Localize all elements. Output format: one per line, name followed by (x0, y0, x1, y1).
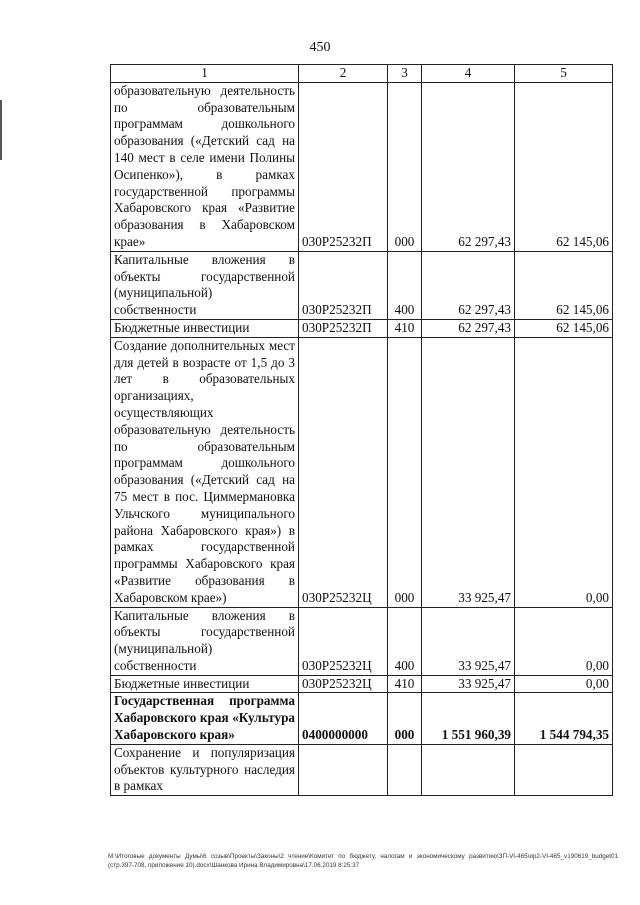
table-row (111, 251, 613, 319)
target-article-code-cell: 0400000000 (299, 693, 388, 744)
item-name-cell: Капитальные вложения в объекты государственной (муниципальной) собственности (111, 251, 299, 319)
column-header: 4 (422, 65, 515, 83)
expense-type-cell: 000 (388, 337, 422, 607)
expense-type-cell: 000 (388, 693, 422, 744)
table-row (111, 82, 613, 251)
column-header: 3 (388, 65, 422, 83)
column-header: 2 (299, 65, 388, 83)
amount-2020-cell: 33 925,47 (422, 337, 515, 607)
table-row (111, 319, 613, 337)
item-name-cell: Капитальные вложения в объекты государственной (муниципальной) собственности (111, 607, 299, 675)
target-article-code-cell: 030P25232П (299, 319, 388, 337)
table-row (111, 744, 613, 795)
page-edge-mark (0, 100, 2, 160)
amount-2021-cell: 0,00 (515, 337, 613, 607)
column-header: 5 (515, 65, 613, 83)
amount-2021-cell (515, 744, 613, 795)
amount-2020-cell: 33 925,47 (422, 675, 515, 693)
amount-2021-cell: 62 145,06 (515, 82, 613, 251)
file-path-footer: М:\Итоговые документы Думы\6 созыв\Проекты\Законы\2 чтение\Комитет по бюджету, налогам и экономическому развитию\ЗП-VI-465\ир2-VI-465_v190619_budget01 (стр.397-708, приложение 10).docx\Шанкова Ирина Владимировна\17.06.2019 8:25:37 (108, 853, 618, 869)
item-name-cell: Государственная программа Хабаровского края «Культура Хабаровского края» (111, 693, 299, 744)
amount-2020-cell: 62 297,43 (422, 251, 515, 319)
expense-type-cell: 400 (388, 251, 422, 319)
amount-2020-cell: 1 551 960,39 (422, 693, 515, 744)
table-row (111, 693, 613, 744)
item-name-cell: образовательную деятельность по образовательным программам дошкольного образования («Детский сад на 140 мест в селе имени Полины Осипенко»), в рамках государственной программы Хабаровского края «Развитие образования в Хабаровском крае» (111, 82, 299, 251)
target-article-code-cell (299, 744, 388, 795)
item-name-cell: Бюджетные инвестиции (111, 319, 299, 337)
amount-2020-cell: 62 297,43 (422, 82, 515, 251)
amount-2021-cell: 1 544 794,35 (515, 693, 613, 744)
table-row (111, 607, 613, 675)
target-article-code-cell: 030P25232Ц (299, 337, 388, 607)
expense-type-cell: 400 (388, 607, 422, 675)
header-row (111, 65, 613, 83)
amount-2020-cell: 62 297,43 (422, 319, 515, 337)
expense-type-cell: 410 (388, 319, 422, 337)
amount-2021-cell: 0,00 (515, 675, 613, 693)
budget-table (110, 64, 613, 796)
amount-2020-cell (422, 744, 515, 795)
amount-2021-cell: 62 145,06 (515, 319, 613, 337)
target-article-code-cell: 030P25232Ц (299, 607, 388, 675)
amount-2021-cell: 0,00 (515, 607, 613, 675)
expense-type-cell: 410 (388, 675, 422, 693)
table-row (111, 675, 613, 693)
amount-2021-cell: 62 145,06 (515, 251, 613, 319)
expense-type-cell (388, 744, 422, 795)
item-name-cell: Создание дополнительных мест для детей в возрасте от 1,5 до 3 лет в образовательных организациях, осуществляющих образовательную деятельность по образовательным программам дошкольного образования («Детский сад на 75 мест в пос. Циммермановка Ульчского муниципального района Хабаровского края») в рамках государственной программы Хабаровского края «Развитие образования в Хабаровском крае») (111, 337, 299, 607)
target-article-code-cell: 030P25232П (299, 251, 388, 319)
expense-type-cell: 000 (388, 82, 422, 251)
target-article-code-cell: 030P25232П (299, 82, 388, 251)
amount-2020-cell: 33 925,47 (422, 607, 515, 675)
page-number: 450 (309, 40, 331, 55)
table-row (111, 337, 613, 607)
item-name-cell: Бюджетные инвестиции (111, 675, 299, 693)
item-name-cell: Сохранение и популяризация объектов культурного наследия в рамках (111, 744, 299, 795)
target-article-code-cell: 030P25232Ц (299, 675, 388, 693)
column-header: 1 (111, 65, 299, 83)
